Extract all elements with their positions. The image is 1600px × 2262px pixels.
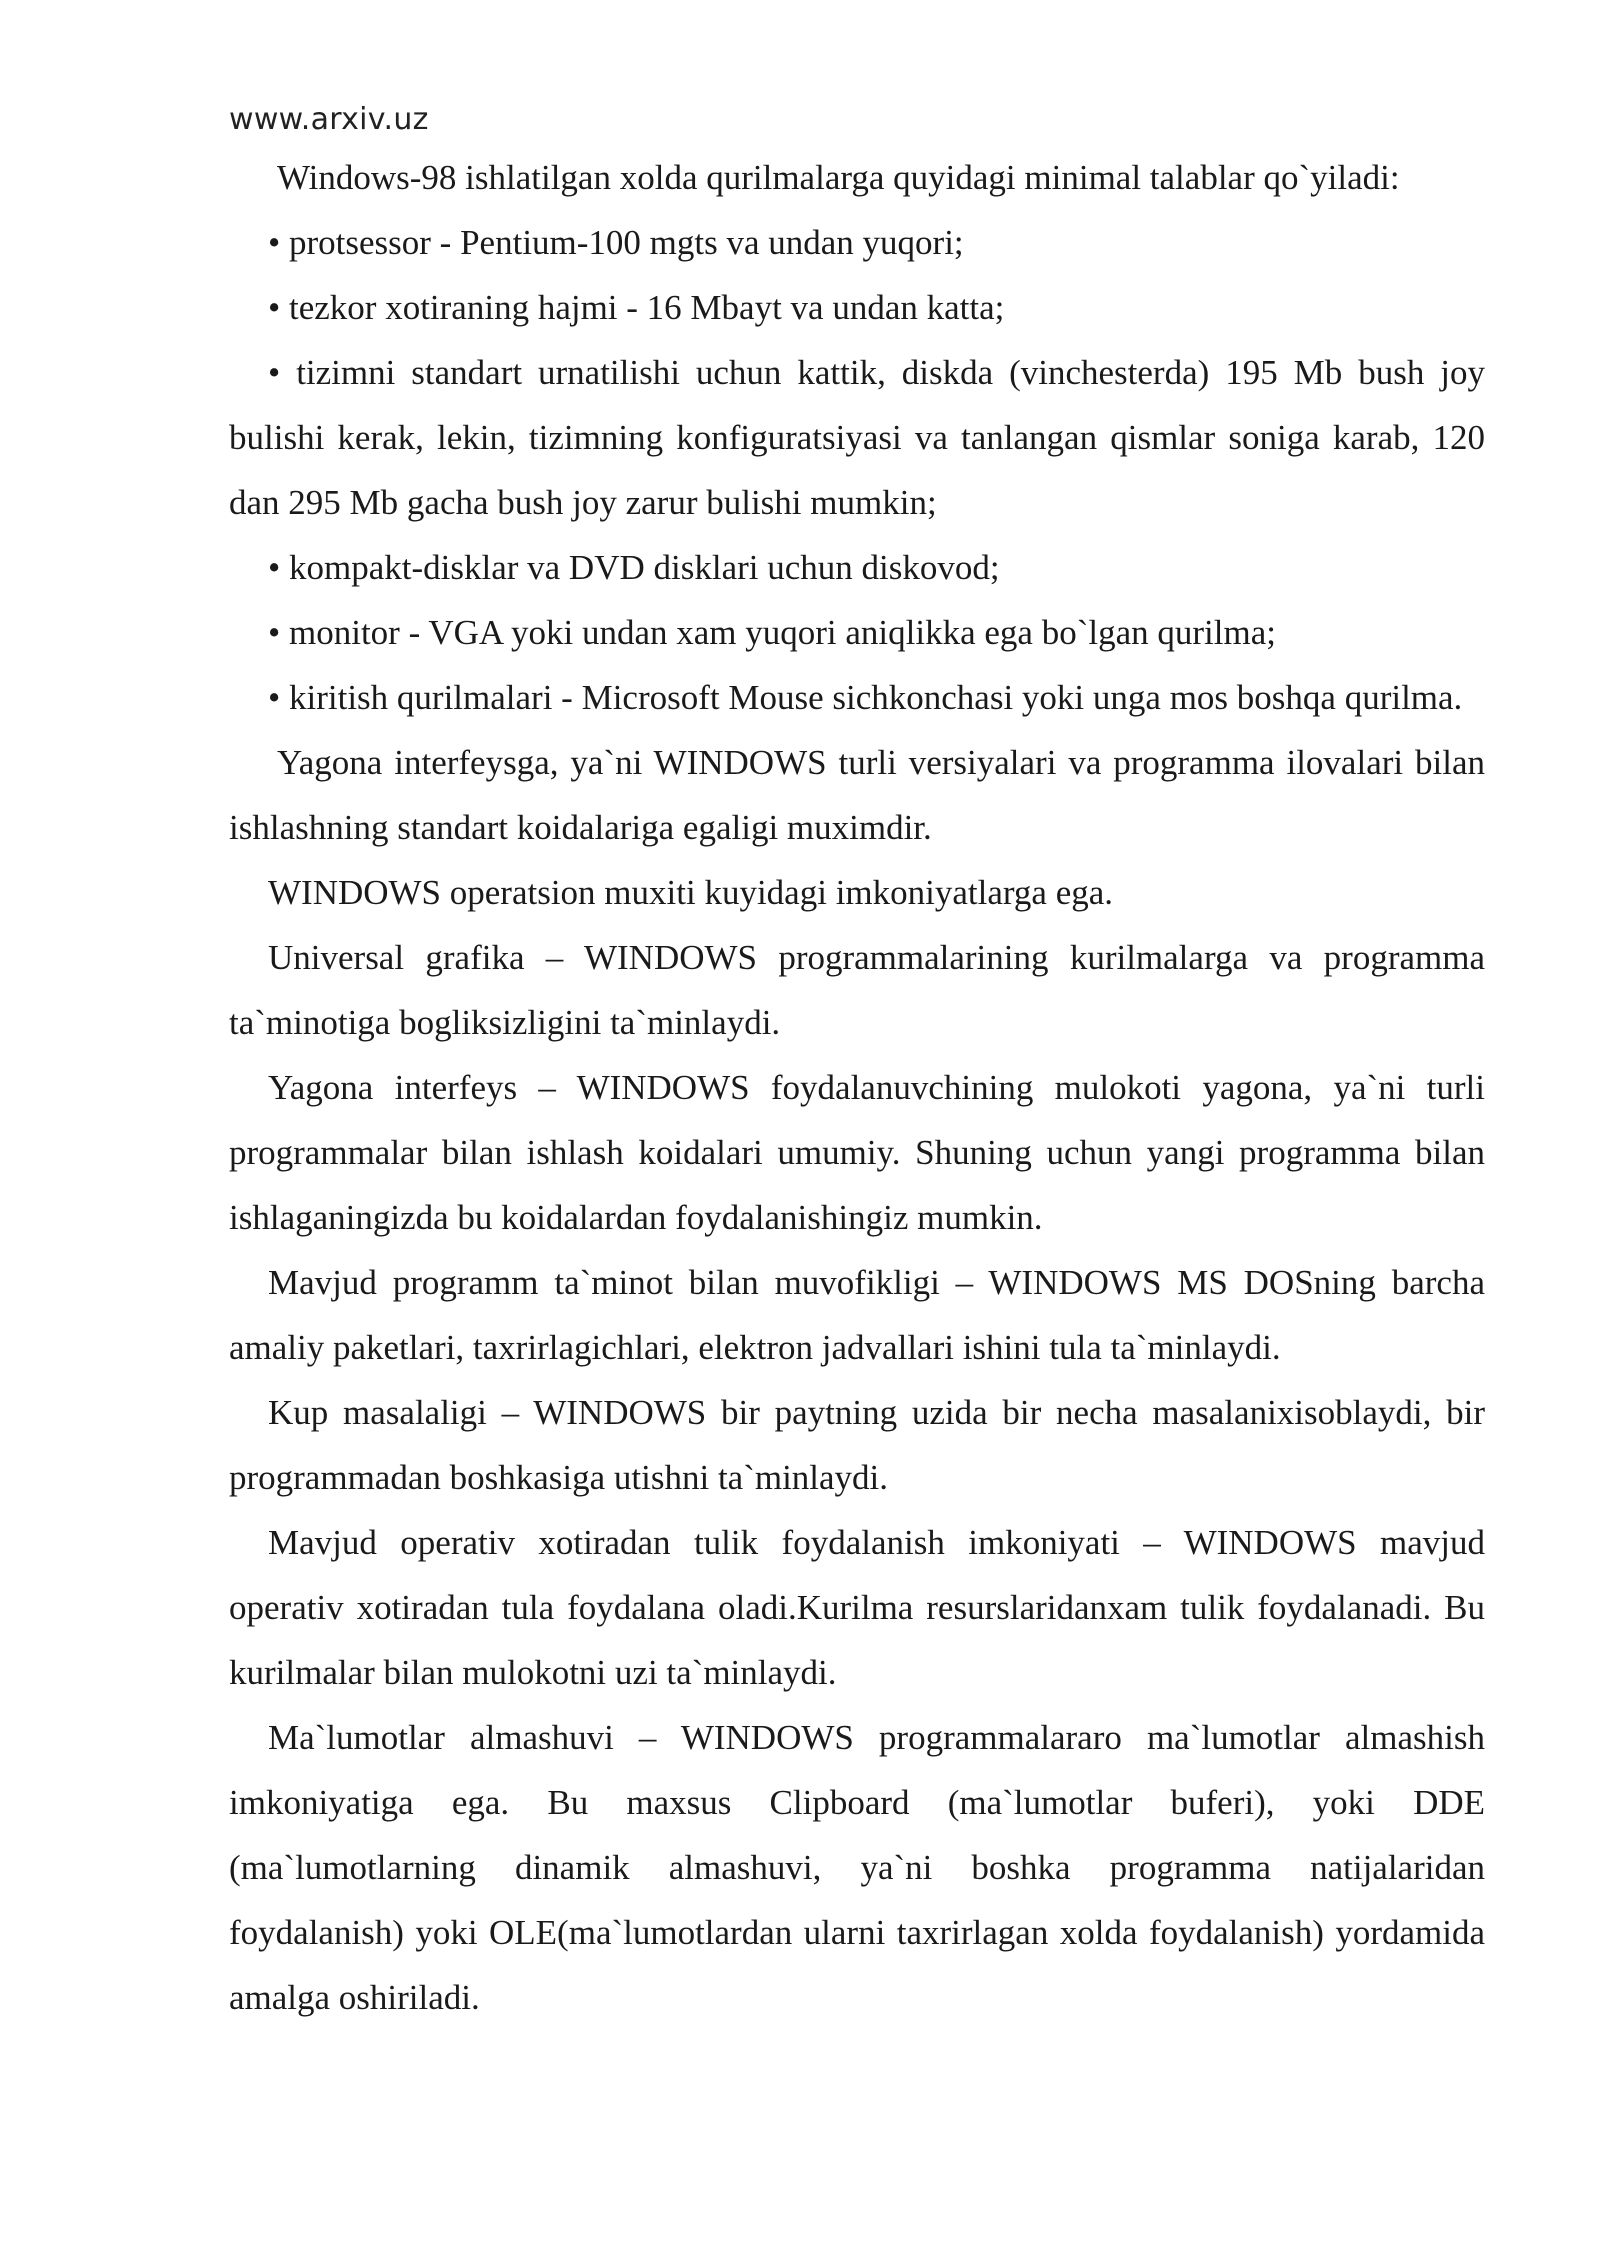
paragraph-multitasking: Kup masalaligi – WINDOWS bir paytning uzida bir necha masalanixisoblaydi, bir programmadan boshkasiga utishni ta`minlaydi. bbox=[229, 1393, 1485, 1497]
requirement-monitor: • monitor - VGA yoki undan xam yuqori aniqlikka ega bo`lgan qurilma; bbox=[268, 613, 1276, 652]
site-url-header: www.arxiv.uz bbox=[229, 102, 429, 137]
requirement-input: • kiritish qurilmalari - Microsoft Mouse sichkonchasi yoki unga mos boshqa qurilma. bbox=[268, 678, 1463, 717]
intro-paragraph: Windows-98 ishlatilgan xolda qurilmalarga quyidagi minimal talablar qo`yiladi: bbox=[277, 158, 1400, 197]
paragraph-data-exchange: Ma`lumotlar almashuvi – WINDOWS programmalararo ma`lumotlar almashish imkoniyatiga ega. Bu maxsus Clipboard (ma`lumotlar buferi), yoki DDE (ma`lumotlarning dinamik almashuvi, ya`ni boshka programma natijalaridan foydalanish) yoki OLE(ma`lumotlardan ularni taxrirlagan xolda foydalanish) yordamida amalga oshiriladi. bbox=[229, 1718, 1485, 2017]
paragraph-features-intro: WINDOWS operatsion muxiti kuyidagi imkoniyatlarga ega. bbox=[268, 873, 1114, 912]
requirement-processor: • protsessor - Pentium-100 mgts va undan yuqori; bbox=[268, 223, 964, 262]
requirement-memory: • tezkor xotiraning hajmi - 16 Mbayt va undan katta; bbox=[268, 288, 1005, 327]
requirement-drive: • kompakt-disklar va DVD disklari uchun diskovod; bbox=[268, 548, 1000, 587]
paragraph-interface: Yagona interfeysga, ya`ni WINDOWS turli versiyalari va programma ilovalari bilan ishlashning standart koidalariga egaligi muximdir. bbox=[229, 743, 1485, 847]
paragraph-universal-graphics: Universal grafika – WINDOWS programmalarining kurilmalarga va programma ta`minotiga bogliksizligini ta`minlaydi. bbox=[229, 938, 1485, 1042]
paragraph-memory-usage: Mavjud operativ xotiradan tulik foydalanish imkoniyati – WINDOWS mavjud operativ xotiradan tula foydalana oladi.Kurilma resurslaridanxam tulik foydalanadi. Bu kurilmalar bilan mulokotni uzi ta`minlaydi. bbox=[229, 1523, 1485, 1692]
document-body bbox=[229, 145, 1485, 2030]
requirement-disk: • tizimni standart urnatilishi uchun kattik, diskda (vinchesterda) 195 Mb bush joy bulishi kerak, lekin, tizimning konfiguratsiyasi va tanlangan qismlar soniga karab, 120 dan 295 Mb gacha bush joy zarur bulishi mumkin; bbox=[229, 353, 1485, 522]
paragraph-unified-interface: Yagona interfeys – WINDOWS foydalanuvchining mulokoti yagona, ya`ni turli programmalar bilan ishlash koidalari umumiy. Shuning uchun yangi programma bilan ishlaganingizda bu koidalardan foydalanishingiz mumkin. bbox=[229, 1068, 1485, 1237]
paragraph-compatibility: Mavjud programm ta`minot bilan muvofikligi – WINDOWS MS DOSning barcha amaliy paketlari, taxrirlagichlari, elektron jadvallari ishini tula ta`minlaydi. bbox=[229, 1263, 1485, 1367]
